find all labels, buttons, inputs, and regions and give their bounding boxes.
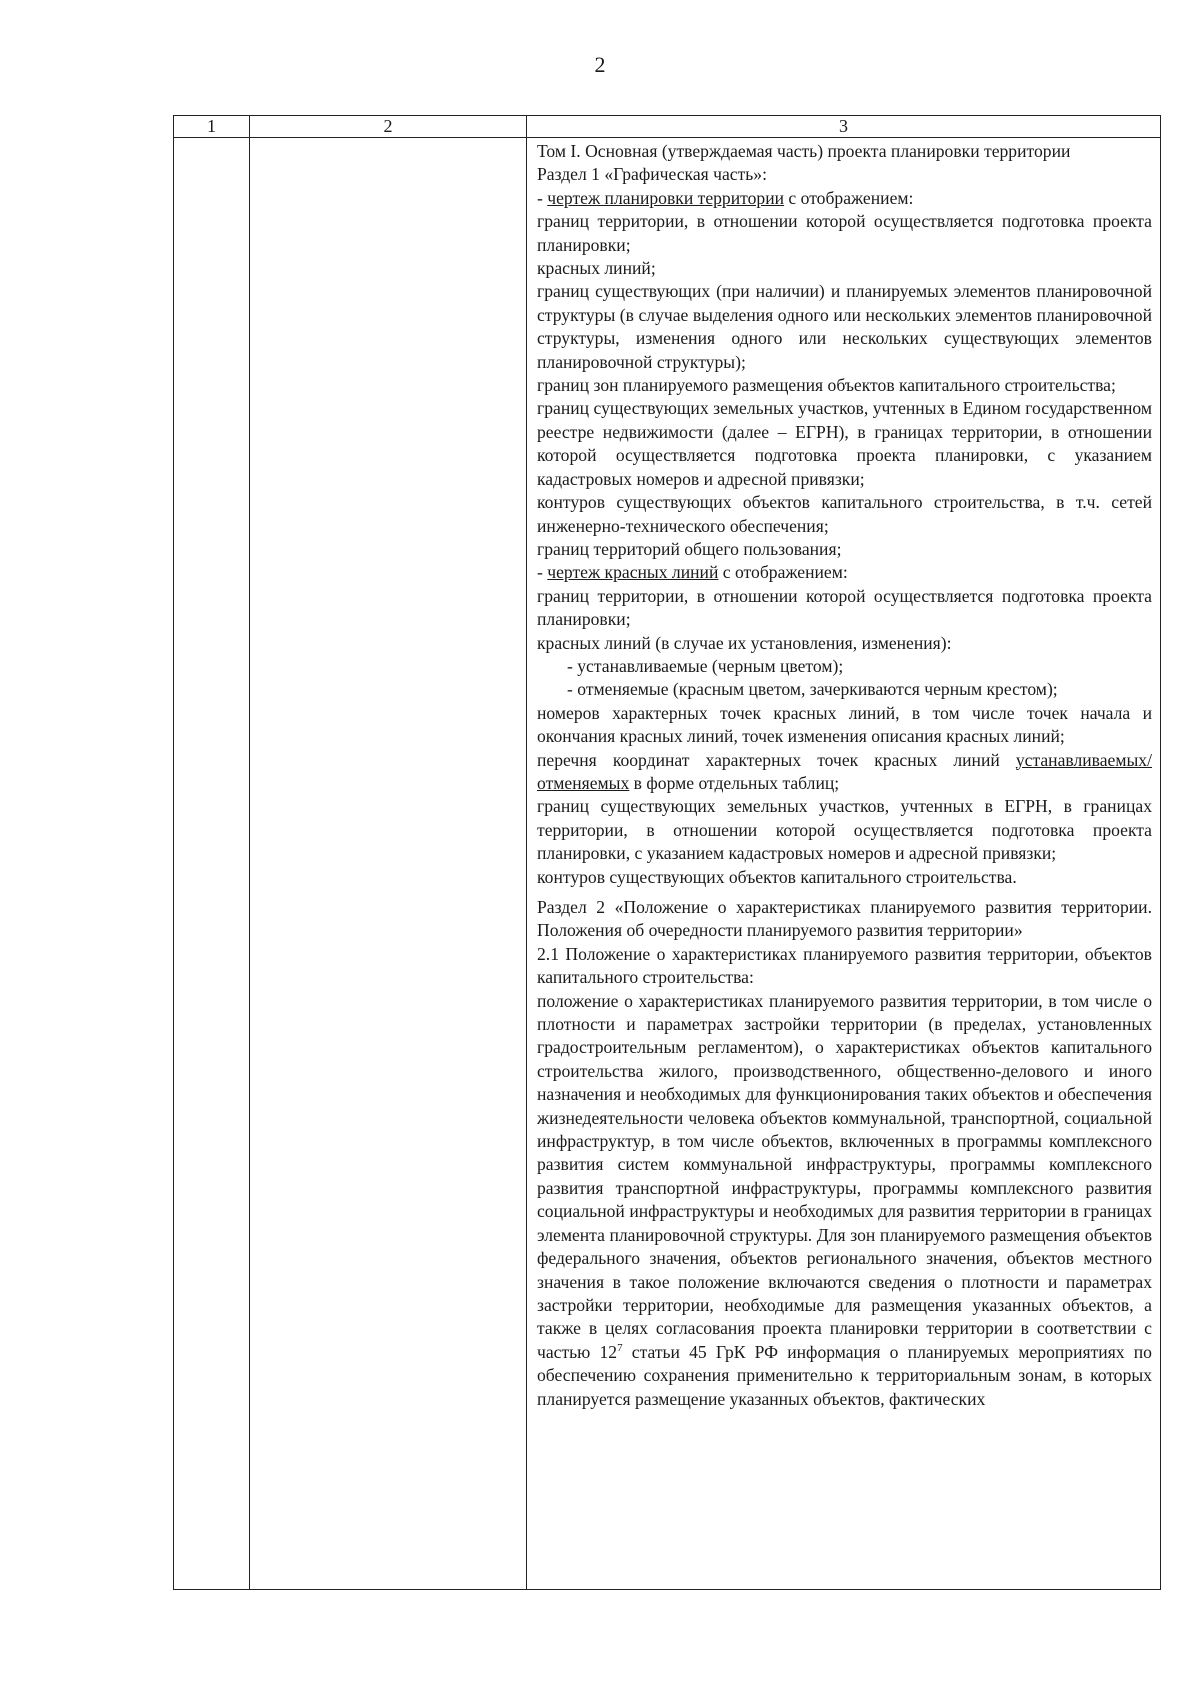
section-2-title: Раздел 2 «Положение о характеристиках планируемого развития территории. Положения об очередности планируемого развития территории» xyxy=(537,897,1152,941)
column-header-2: 2 xyxy=(250,116,527,138)
drawing-red-lines-label: чертеж красных линий xyxy=(547,562,719,583)
paragraph: красных линий; xyxy=(537,258,656,279)
set-cancel-label: устанавливаемых/отменяемых xyxy=(537,749,1152,793)
text-fragment: с отображением: xyxy=(718,562,848,583)
table-row xyxy=(174,138,1161,1590)
table-header-row xyxy=(174,116,1161,138)
paragraph xyxy=(537,749,1152,796)
paragraph xyxy=(537,990,1152,1411)
dash: - xyxy=(537,562,548,583)
column-header-1: 1 xyxy=(174,116,250,138)
superscript: 7 xyxy=(617,1341,623,1354)
paragraph: контуров существующих объектов капитального строительства, в т.ч. сетей инженерно-технического обеспечения; xyxy=(537,492,1152,536)
column-header-3: 3 xyxy=(527,116,1161,138)
paragraph: границ существующих (при наличии) и планируемых элементов планировочной структуры (в случае выделения одного или нескольких элементов планировочной структуры, изменения одного или нескольких существующих элементов планировочной структуры); xyxy=(537,281,1152,372)
subsection-title: 2.1 Положение о характеристиках планируемого развития территории, объектов капитального строительства: xyxy=(537,943,1152,988)
paragraph: границ зон планируемого размещения объектов капитального строительства; xyxy=(537,375,1116,396)
volume-title: Том I. Основная (утверждаемая часть) проекта планировки территории xyxy=(537,141,1071,161)
paragraph: красных линий (в случае их установления, изменения): xyxy=(537,632,952,653)
page-number: 2 xyxy=(594,52,606,77)
sub-list-item: - устанавливаемые (черным цветом); xyxy=(567,655,844,676)
drawing-planning-label: чертеж планировки территории xyxy=(547,187,785,208)
cell-col-3 xyxy=(527,138,1161,1590)
dash: - xyxy=(537,187,548,208)
paragraph: номеров характерных точек красных линий, в том числе точек начала и окончания красных линий, точек изменения описания красных линий; xyxy=(537,702,1152,747)
list-item xyxy=(537,187,1152,210)
paragraph: границ территории, в отношении которой осуществляется подготовка проекта планировки; xyxy=(537,585,1152,630)
cell-col-1 xyxy=(174,138,250,1590)
sub-list-item: - отменяемые (красным цветом, зачеркиваются черным крестом); xyxy=(567,679,1058,700)
text-fragment: в форме отдельных таблиц; xyxy=(629,772,840,793)
list-item xyxy=(537,561,1152,584)
paragraph: границ существующих земельных участков, учтенных в Едином государственном реестре недвижимости (далее – ЕГРН), в границах территории, в отношении которой осуществляется подготовка проекта планировки, с указанием кадастровых номеров и адресной привязки; xyxy=(537,398,1152,489)
paragraph: границ территорий общего пользования; xyxy=(537,538,842,559)
paragraph: границ существующих земельных участков, учтенных в ЕГРН, в границах территории, в отношении которой осуществляется подготовка проекта планировки, с указанием кадастровых номеров и адресной привязки; xyxy=(537,796,1152,864)
paragraph: границ территории, в отношении которой осуществляется подготовка проекта планировки; xyxy=(537,211,1152,255)
text-fragment: статьи 45 ГрК РФ информация о планируемых мероприятиях по обеспечению сохранения применительно к территориальным зонам, в которых планируется размещение указанных объектов, фактических xyxy=(537,1341,1152,1409)
text-fragment: положение о характеристиках планируемого развития территории, в том числе о плотности и параметрах застройки территории (в пределах, установленных градостроительным регламентом), о характеристиках объектов капитального строительства жилого, производственного, общественно-делового и иного назначения и необходимых для функционирования таких объектов и обеспечения жизнедеятельности человека объектов коммунальной, транспортной, социальной инфраструктур, в том числе объектов, включенных в программы комплексного развития систем коммунальной инфраструктуры, программы комплексного развития транспортной инфраструктуры, программы комплексного развития социальной инфраструктуры и необходимых для развития территории в границах элемента планировочной структуры. Для зон планируемого размещения объектов федерального значения, объектов регионального значения, объектов местного значения в такое положение включаются сведения о плотности и параметрах застройки территории, необходимые для размещения указанных объектов, а также в целях согласования проекта планировки территории в соответствии с частью 12 xyxy=(537,990,1152,1362)
text-fragment: перечня координат характерных точек красных линий xyxy=(537,749,1016,770)
paragraph: контуров существующих объектов капитального строительства. xyxy=(537,866,1017,887)
cell-col-3-content xyxy=(527,138,1160,1411)
text-fragment: с отображением: xyxy=(784,187,914,208)
cell-col-2 xyxy=(250,138,527,1590)
requirements-table xyxy=(173,115,1161,1590)
section-1-title: Раздел 1 «Графическая часть»: xyxy=(537,164,767,185)
